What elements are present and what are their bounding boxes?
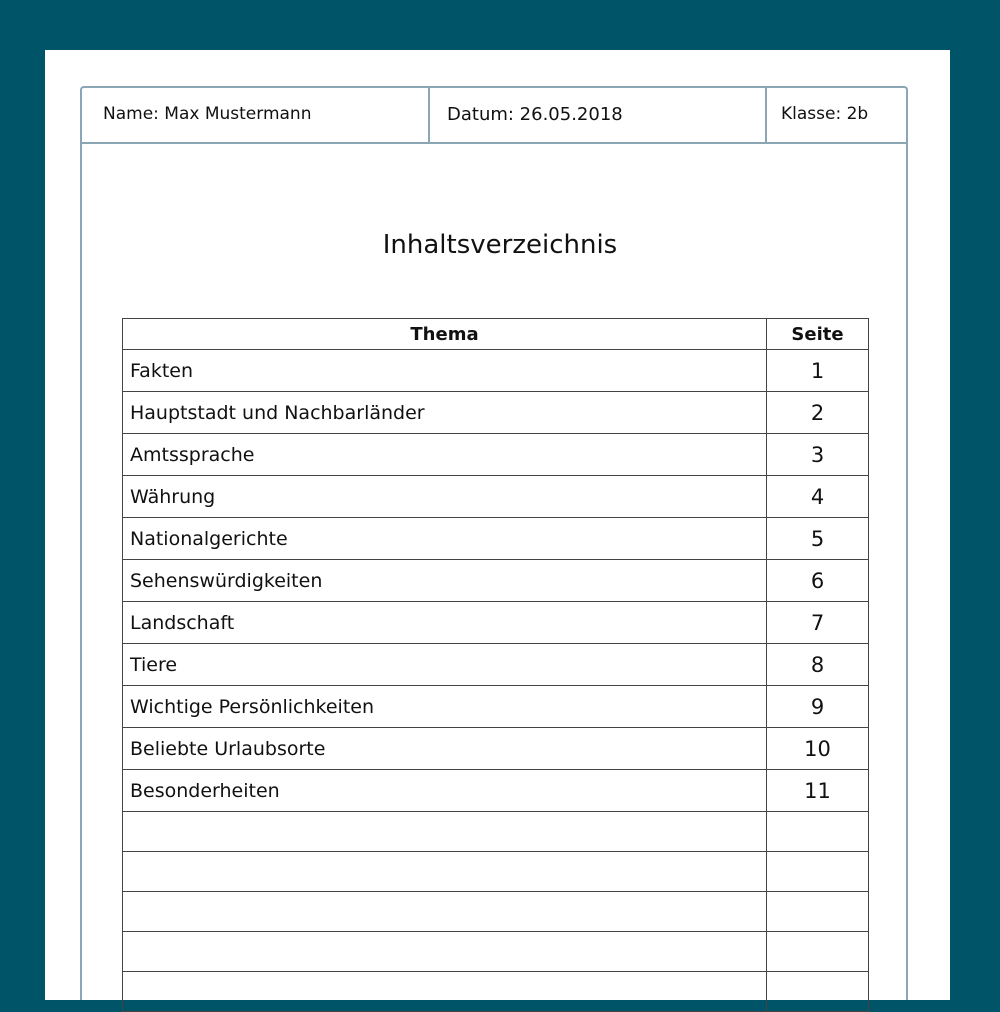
toc-table	[122, 318, 869, 1012]
page-number-cell: 9	[767, 686, 869, 728]
page-number-cell: 10	[767, 728, 869, 770]
empty-page-number-cell	[767, 892, 869, 932]
table-header-row	[123, 319, 869, 350]
empty-table-row	[123, 812, 869, 852]
page-number-cell: 4	[767, 476, 869, 518]
topic-cell: Hauptstadt und Nachbarländer	[123, 392, 767, 434]
empty-table-row	[123, 852, 869, 892]
page-number-cell: 2	[767, 392, 869, 434]
page-number-cell: 8	[767, 644, 869, 686]
empty-topic-cell	[123, 812, 767, 852]
table-row	[123, 602, 869, 644]
table-row	[123, 560, 869, 602]
empty-topic-cell	[123, 892, 767, 932]
empty-topic-cell	[123, 932, 767, 972]
topic-cell: Landschaft	[123, 602, 767, 644]
column-header-thema: Thema	[123, 319, 767, 350]
table-row	[123, 392, 869, 434]
topic-cell: Fakten	[123, 350, 767, 392]
name-field: Name: Max Mustermann	[80, 86, 430, 142]
topic-cell: Nationalgerichte	[123, 518, 767, 560]
topic-cell: Beliebte Urlaubsorte	[123, 728, 767, 770]
table-row	[123, 644, 869, 686]
topic-cell: Amtssprache	[123, 434, 767, 476]
table-row	[123, 350, 869, 392]
topic-cell: Währung	[123, 476, 767, 518]
empty-page-number-cell	[767, 852, 869, 892]
empty-page-number-cell	[767, 812, 869, 852]
page-number-cell: 5	[767, 518, 869, 560]
page-number-cell: 3	[767, 434, 869, 476]
empty-table-row	[123, 972, 869, 1012]
table-row	[123, 434, 869, 476]
topic-cell: Besonderheiten	[123, 770, 767, 812]
table-row	[123, 770, 869, 812]
header-row	[80, 86, 908, 144]
table-row	[123, 728, 869, 770]
topic-cell: Tiere	[123, 644, 767, 686]
table-row	[123, 476, 869, 518]
empty-table-row	[123, 932, 869, 972]
page-number-cell: 1	[767, 350, 869, 392]
topic-cell: Sehenswürdigkeiten	[123, 560, 767, 602]
page-number-cell: 6	[767, 560, 869, 602]
date-field: Datum: 26.05.2018	[430, 86, 767, 142]
empty-page-number-cell	[767, 972, 869, 1012]
page-number-cell: 7	[767, 602, 869, 644]
table-row	[123, 518, 869, 560]
column-header-seite: Seite	[767, 319, 869, 350]
page-title: Inhaltsverzeichnis	[382, 230, 618, 260]
empty-page-number-cell	[767, 932, 869, 972]
page-number-cell: 11	[767, 770, 869, 812]
empty-table-row	[123, 892, 869, 932]
table-row	[123, 686, 869, 728]
class-field: Klasse: 2b	[781, 104, 869, 124]
empty-topic-cell	[123, 972, 767, 1012]
topic-cell: Wichtige Persönlichkeiten	[123, 686, 767, 728]
empty-topic-cell	[123, 852, 767, 892]
